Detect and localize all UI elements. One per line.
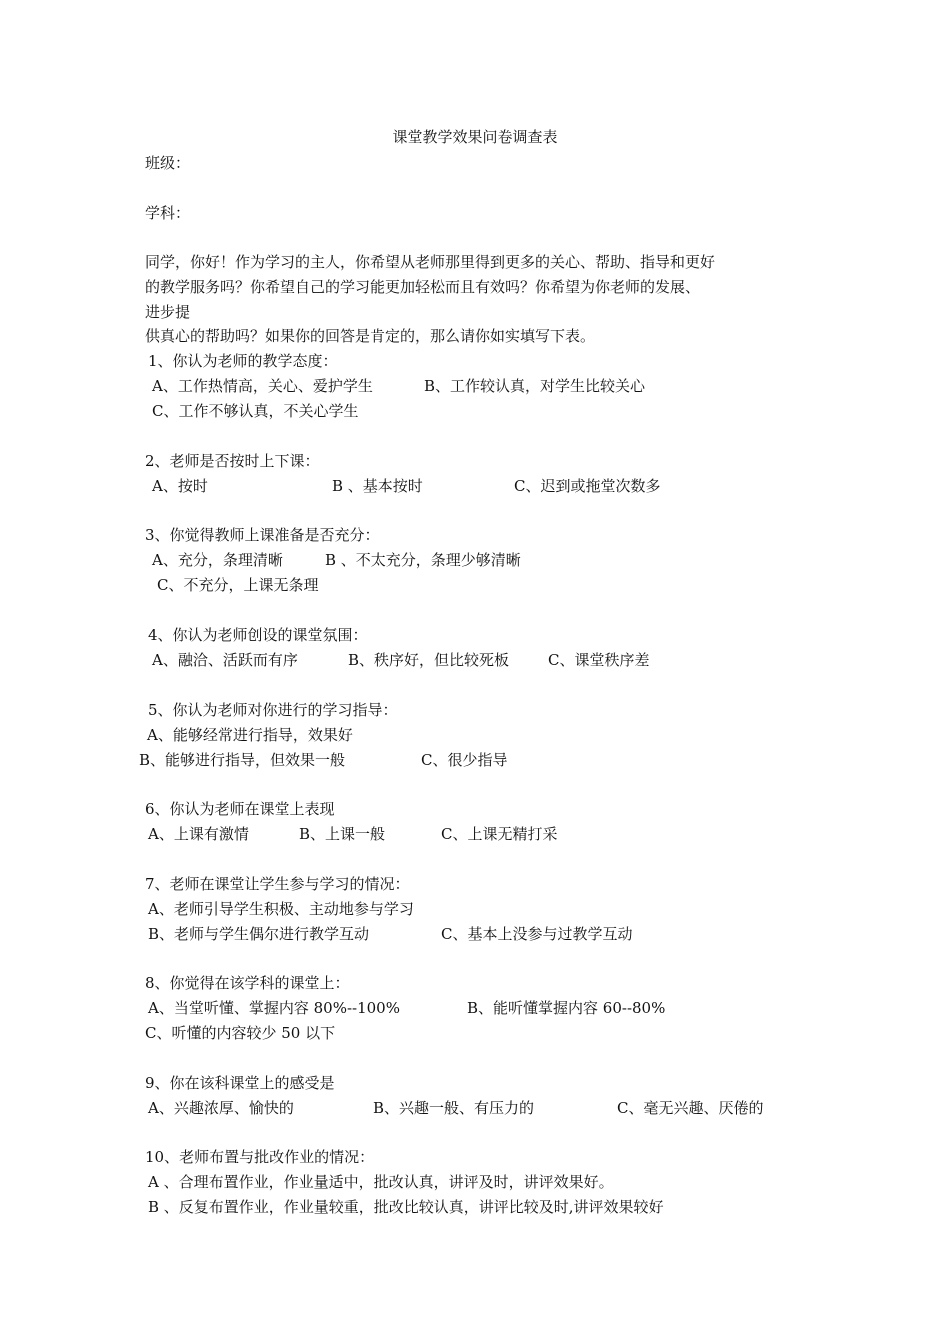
- option-c: C、不充分，上课无条理: [157, 576, 319, 594]
- option-a: A、当堂听懂、掌握内容 80%--100%: [148, 999, 400, 1017]
- option-a: A、兴趣浓厚、愉快的: [148, 1099, 294, 1117]
- option-b: B、能够进行指导，但效果一般: [139, 751, 346, 769]
- question-text: 7、老师在课堂让学生参与学习的情况：: [145, 875, 410, 893]
- question-text: 3、你觉得教师上课准备是否充分：: [145, 526, 380, 544]
- question-text: 4、你认为老师创设的课堂氛围：: [148, 626, 368, 644]
- intro-line: 同学，你好！作为学习的主人，你希望从老师那里得到更多的关心、帮助、指导和更好: [145, 253, 716, 271]
- intro-line: 的教学服务吗？你希望自己的学习能更加轻松而且有效吗？你希望为你老师的发展、: [145, 278, 701, 296]
- option-b: B、兴趣一般、有压力的: [373, 1099, 535, 1117]
- option-c: C、课堂秩序差: [548, 651, 650, 669]
- option-c: C、很少指导: [421, 751, 508, 769]
- option-b: B、上课一般: [299, 825, 386, 843]
- subject-field-label: 学科：: [145, 204, 191, 222]
- option-b: B 、反复布置作业，作业量较重，批改比较认真，讲评比较及时,讲评效果较好: [148, 1198, 664, 1216]
- question-text: 5、你认为老师对你进行的学习指导：: [148, 701, 398, 719]
- question-text: 1、你认为老师的教学态度：: [148, 352, 338, 370]
- option-b: B 、不太充分，条理少够清晰: [325, 551, 521, 569]
- option-c: C、上课无精打采: [441, 825, 558, 843]
- page-title: 课堂教学效果问卷调查表: [392, 128, 558, 146]
- class-field-label: 班级：: [145, 154, 191, 172]
- question-text: 8、你觉得在该学科的课堂上：: [145, 974, 350, 992]
- option-c: C、听懂的内容较少 50 以下: [145, 1024, 336, 1042]
- option-a: A、充分，条理清晰: [152, 551, 283, 569]
- option-b: B、能听懂掌握内容 60--80%: [467, 999, 666, 1017]
- question-text: 6、你认为老师在课堂上表现: [145, 800, 335, 818]
- option-c: C、工作不够认真，不关心学生: [152, 402, 359, 420]
- option-c: C、基本上没参与过教学互动: [441, 925, 633, 943]
- option-b: B 、基本按时: [332, 477, 423, 495]
- option-b: B、工作较认真，对学生比较关心: [424, 377, 646, 395]
- option-b: B、老师与学生偶尔进行教学互动: [148, 925, 370, 943]
- question-text: 10、老师布置与批改作业的情况：: [145, 1148, 375, 1166]
- option-a: A、工作热情高，关心、爱护学生: [152, 377, 373, 395]
- option-a: A 、合理布置作业，作业量适中，批改认真，讲评及时，讲评效果好。: [148, 1173, 614, 1191]
- option-a: A、上课有激情: [148, 825, 249, 843]
- option-a: A、按时: [152, 477, 208, 495]
- intro-line: 进步提: [145, 303, 191, 321]
- option-a: A、老师引导学生积极、主动地参与学习: [148, 900, 414, 918]
- question-text: 2、老师是否按时上下课：: [145, 452, 320, 470]
- option-a: A、能够经常进行指导，效果好: [147, 726, 353, 744]
- option-a: A、融洽、活跃而有序: [152, 651, 298, 669]
- intro-line: 供真心的帮助吗？如果你的回答是肯定的，那么请你如实填写下表。: [145, 327, 596, 345]
- option-c: C、毫无兴趣、厌倦的: [617, 1099, 764, 1117]
- question-text: 9、你在该科课堂上的感受是: [145, 1074, 335, 1092]
- option-c: C、迟到或拖堂次数多: [514, 477, 661, 495]
- option-b: B、秩序好，但比较死板: [348, 651, 510, 669]
